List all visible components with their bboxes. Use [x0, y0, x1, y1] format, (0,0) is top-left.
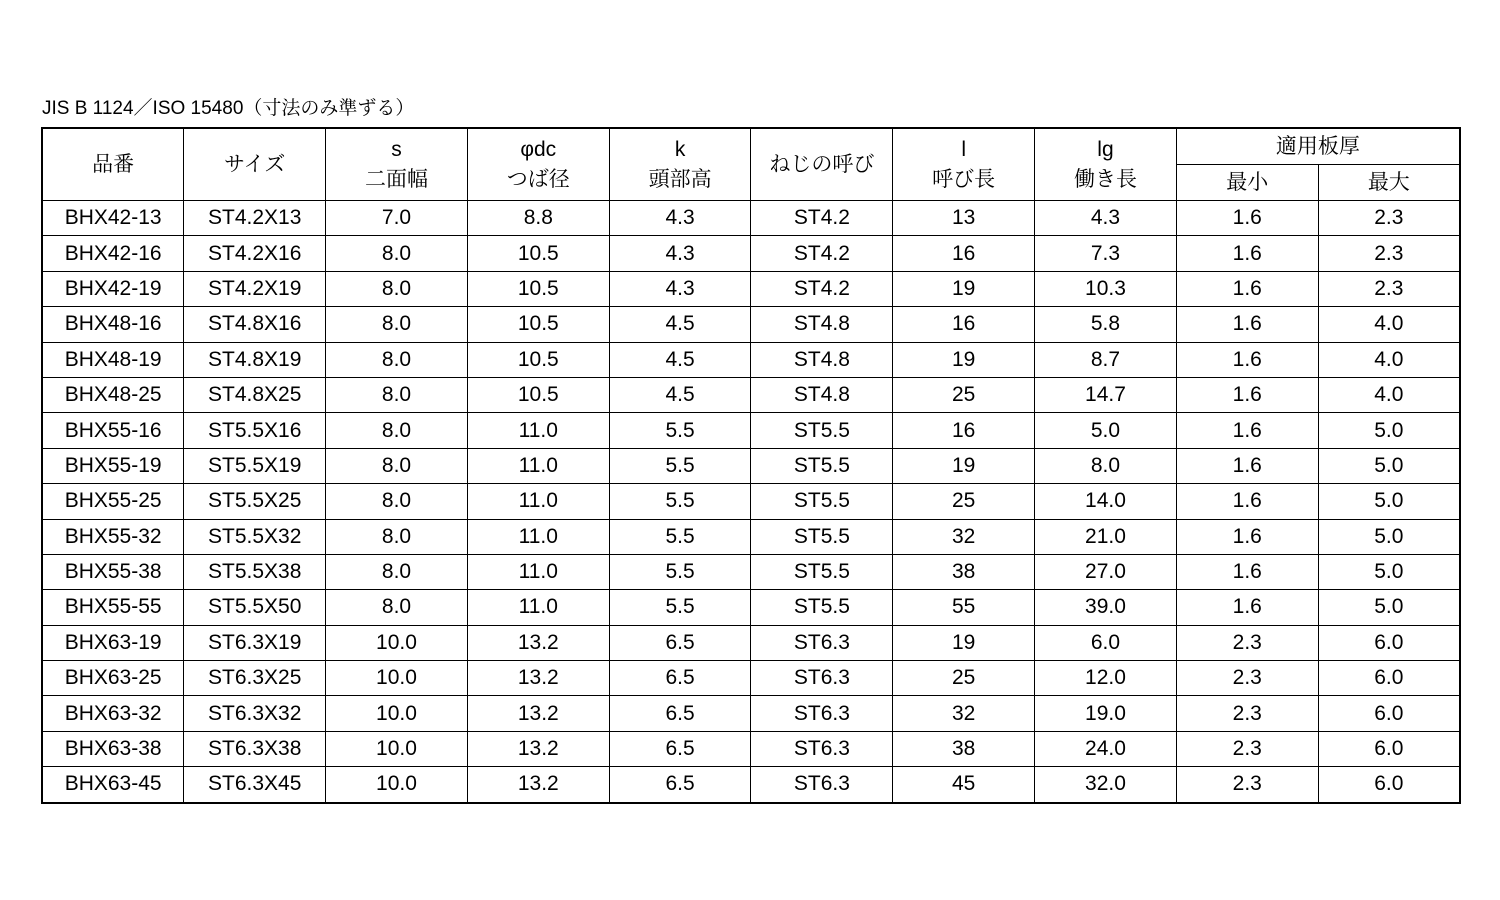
cell-lg: 14.7 [1035, 377, 1177, 412]
cell-dc: 11.0 [467, 590, 609, 625]
cell-dc: 11.0 [467, 554, 609, 589]
cell-plate-min: 2.3 [1176, 661, 1318, 696]
cell-s: 10.0 [326, 731, 468, 766]
cell-plate-min: 1.6 [1176, 342, 1318, 377]
header-size: サイズ [184, 128, 326, 201]
cell-s: 10.0 [326, 767, 468, 803]
header-row-1 [42, 128, 1460, 165]
cell-l: 38 [893, 554, 1035, 589]
cell-plate-max: 5.0 [1318, 448, 1460, 483]
cell-part-no: BHX48-25 [42, 377, 184, 412]
cell-part-no: BHX55-25 [42, 484, 184, 519]
cell-l: 32 [893, 519, 1035, 554]
table-row [42, 554, 1460, 589]
cell-plate-min: 1.6 [1176, 377, 1318, 412]
table-row [42, 307, 1460, 342]
cell-s: 8.0 [326, 448, 468, 483]
cell-l: 25 [893, 484, 1035, 519]
cell-size: ST4.2X16 [184, 236, 326, 271]
cell-thread: ST5.5 [751, 484, 893, 519]
cell-l: 16 [893, 413, 1035, 448]
cell-lg: 21.0 [1035, 519, 1177, 554]
spec-table [41, 127, 1461, 804]
cell-lg: 5.0 [1035, 413, 1177, 448]
table-row [42, 484, 1460, 519]
cell-l: 25 [893, 661, 1035, 696]
cell-plate-max: 6.0 [1318, 625, 1460, 660]
cell-size: ST5.5X50 [184, 590, 326, 625]
cell-plate-min: 1.6 [1176, 201, 1318, 236]
cell-thread: ST4.8 [751, 342, 893, 377]
cell-s: 8.0 [326, 342, 468, 377]
cell-plate-min: 1.6 [1176, 519, 1318, 554]
cell-lg: 8.7 [1035, 342, 1177, 377]
cell-l: 19 [893, 448, 1035, 483]
table-row [42, 696, 1460, 731]
cell-thread: ST6.3 [751, 767, 893, 803]
header-k [609, 128, 751, 201]
cell-part-no: BHX55-55 [42, 590, 184, 625]
cell-l: 16 [893, 307, 1035, 342]
cell-dc: 11.0 [467, 413, 609, 448]
cell-k: 5.5 [609, 448, 751, 483]
cell-plate-max: 6.0 [1318, 767, 1460, 803]
cell-s: 8.0 [326, 413, 468, 448]
cell-k: 4.5 [609, 342, 751, 377]
cell-plate-min: 2.3 [1176, 731, 1318, 766]
cell-thread: ST6.3 [751, 731, 893, 766]
table-row [42, 236, 1460, 271]
cell-plate-max: 5.0 [1318, 484, 1460, 519]
cell-dc: 13.2 [467, 625, 609, 660]
cell-lg: 7.3 [1035, 236, 1177, 271]
cell-s: 10.0 [326, 625, 468, 660]
table-row [42, 271, 1460, 306]
header-l-symbol: l [961, 137, 967, 161]
cell-size: ST6.3X32 [184, 696, 326, 731]
cell-dc: 13.2 [467, 767, 609, 803]
cell-part-no: BHX63-45 [42, 767, 184, 803]
cell-l: 13 [893, 201, 1035, 236]
cell-plate-min: 1.6 [1176, 236, 1318, 271]
cell-k: 4.5 [609, 307, 751, 342]
cell-size: ST5.5X16 [184, 413, 326, 448]
cell-thread: ST4.2 [751, 201, 893, 236]
cell-lg: 19.0 [1035, 696, 1177, 731]
cell-plate-max: 2.3 [1318, 271, 1460, 306]
cell-part-no: BHX42-19 [42, 271, 184, 306]
cell-k: 6.5 [609, 767, 751, 803]
cell-plate-max: 5.0 [1318, 590, 1460, 625]
cell-s: 8.0 [326, 307, 468, 342]
header-s [326, 128, 468, 201]
cell-size: ST6.3X19 [184, 625, 326, 660]
table-caption: JIS B 1124／ISO 15480（寸法のみ準ずる） [42, 98, 415, 119]
cell-lg: 12.0 [1035, 661, 1177, 696]
cell-part-no: BHX42-16 [42, 236, 184, 271]
table-row [42, 590, 1460, 625]
cell-lg: 27.0 [1035, 554, 1177, 589]
table-header [42, 128, 1460, 201]
header-l-label: 呼び長 [932, 167, 996, 191]
cell-part-no: BHX55-32 [42, 519, 184, 554]
cell-plate-min: 1.6 [1176, 307, 1318, 342]
cell-k: 4.3 [609, 236, 751, 271]
cell-s: 10.0 [326, 696, 468, 731]
cell-s: 8.0 [326, 519, 468, 554]
cell-plate-max: 4.0 [1318, 342, 1460, 377]
cell-size: ST6.3X45 [184, 767, 326, 803]
cell-k: 6.5 [609, 731, 751, 766]
cell-thread: ST5.5 [751, 519, 893, 554]
cell-s: 8.0 [326, 484, 468, 519]
table-row [42, 519, 1460, 554]
cell-dc: 13.2 [467, 731, 609, 766]
table-row [42, 413, 1460, 448]
header-k-symbol: k [674, 137, 686, 161]
cell-part-no: BHX63-25 [42, 661, 184, 696]
cell-l: 19 [893, 342, 1035, 377]
cell-plate-max: 5.0 [1318, 519, 1460, 554]
cell-plate-max: 2.3 [1318, 236, 1460, 271]
cell-thread: ST4.8 [751, 377, 893, 412]
cell-plate-min: 1.6 [1176, 554, 1318, 589]
cell-thread: ST5.5 [751, 413, 893, 448]
cell-plate-max: 6.0 [1318, 696, 1460, 731]
cell-plate-max: 4.0 [1318, 377, 1460, 412]
cell-k: 6.5 [609, 696, 751, 731]
header-dc [467, 128, 609, 201]
cell-dc: 10.5 [467, 236, 609, 271]
table-row [42, 625, 1460, 660]
cell-plate-max: 5.0 [1318, 554, 1460, 589]
header-lg-label: 働き長 [1073, 167, 1137, 191]
cell-s: 10.0 [326, 661, 468, 696]
cell-thread: ST4.2 [751, 271, 893, 306]
cell-l: 19 [893, 271, 1035, 306]
cell-plate-min: 2.3 [1176, 696, 1318, 731]
cell-s: 8.0 [326, 377, 468, 412]
header-plate-max: 最大 [1318, 165, 1460, 201]
cell-lg: 24.0 [1035, 731, 1177, 766]
cell-lg: 4.3 [1035, 201, 1177, 236]
cell-thread: ST6.3 [751, 661, 893, 696]
cell-dc: 11.0 [467, 448, 609, 483]
header-plate-min: 最小 [1176, 165, 1318, 201]
cell-k: 6.5 [609, 661, 751, 696]
header-part-no: 品番 [42, 128, 184, 201]
cell-size: ST4.8X19 [184, 342, 326, 377]
cell-plate-min: 1.6 [1176, 484, 1318, 519]
cell-plate-min: 1.6 [1176, 448, 1318, 483]
cell-thread: ST5.5 [751, 448, 893, 483]
header-lg [1035, 128, 1177, 201]
cell-thread: ST6.3 [751, 625, 893, 660]
table-row [42, 342, 1460, 377]
header-dc-label: つば径 [506, 167, 570, 191]
cell-size: ST4.2X19 [184, 271, 326, 306]
header-k-label: 頭部高 [648, 167, 712, 191]
cell-plate-min: 1.6 [1176, 271, 1318, 306]
cell-thread: ST5.5 [751, 590, 893, 625]
cell-plate-max: 6.0 [1318, 661, 1460, 696]
cell-s: 8.0 [326, 590, 468, 625]
cell-size: ST6.3X38 [184, 731, 326, 766]
cell-size: ST4.8X16 [184, 307, 326, 342]
cell-size: ST4.8X25 [184, 377, 326, 412]
cell-s: 8.0 [326, 554, 468, 589]
table-row [42, 201, 1460, 236]
header-s-symbol: s [391, 137, 402, 161]
cell-k: 5.5 [609, 519, 751, 554]
cell-plate-min: 2.3 [1176, 767, 1318, 803]
cell-s: 7.0 [326, 201, 468, 236]
cell-dc: 10.5 [467, 307, 609, 342]
cell-l: 38 [893, 731, 1035, 766]
cell-part-no: BHX55-19 [42, 448, 184, 483]
cell-l: 32 [893, 696, 1035, 731]
cell-part-no: BHX55-38 [42, 554, 184, 589]
cell-dc: 10.5 [467, 377, 609, 412]
cell-plate-min: 2.3 [1176, 625, 1318, 660]
cell-plate-min: 1.6 [1176, 590, 1318, 625]
cell-s: 8.0 [326, 236, 468, 271]
cell-dc: 11.0 [467, 484, 609, 519]
cell-l: 55 [893, 590, 1035, 625]
cell-dc: 10.5 [467, 342, 609, 377]
cell-s: 8.0 [326, 271, 468, 306]
cell-k: 5.5 [609, 590, 751, 625]
header-dc-symbol: φdc [520, 137, 557, 161]
cell-k: 4.3 [609, 271, 751, 306]
cell-plate-max: 2.3 [1318, 201, 1460, 236]
table-row [42, 377, 1460, 412]
table-row [42, 448, 1460, 483]
cell-lg: 39.0 [1035, 590, 1177, 625]
table-row [42, 661, 1460, 696]
cell-part-no: BHX48-16 [42, 307, 184, 342]
cell-dc: 11.0 [467, 519, 609, 554]
header-thread: ねじの呼び [751, 128, 893, 201]
cell-size: ST5.5X38 [184, 554, 326, 589]
cell-size: ST5.5X32 [184, 519, 326, 554]
table-body [42, 201, 1460, 803]
cell-k: 4.5 [609, 377, 751, 412]
cell-part-no: BHX63-32 [42, 696, 184, 731]
cell-plate-max: 5.0 [1318, 413, 1460, 448]
cell-lg: 6.0 [1035, 625, 1177, 660]
header-plate-thickness: 適用板厚 [1176, 128, 1460, 165]
cell-thread: ST4.8 [751, 307, 893, 342]
cell-dc: 8.8 [467, 201, 609, 236]
cell-size: ST6.3X25 [184, 661, 326, 696]
cell-plate-max: 4.0 [1318, 307, 1460, 342]
cell-k: 5.5 [609, 484, 751, 519]
cell-k: 4.3 [609, 201, 751, 236]
cell-thread: ST4.2 [751, 236, 893, 271]
cell-l: 25 [893, 377, 1035, 412]
cell-k: 5.5 [609, 554, 751, 589]
cell-part-no: BHX55-16 [42, 413, 184, 448]
cell-part-no: BHX63-19 [42, 625, 184, 660]
cell-k: 6.5 [609, 625, 751, 660]
cell-l: 45 [893, 767, 1035, 803]
header-lg-symbol: lg [1097, 137, 1114, 161]
cell-part-no: BHX42-13 [42, 201, 184, 236]
cell-thread: ST5.5 [751, 554, 893, 589]
cell-lg: 14.0 [1035, 484, 1177, 519]
cell-k: 5.5 [609, 413, 751, 448]
cell-lg: 32.0 [1035, 767, 1177, 803]
cell-size: ST5.5X25 [184, 484, 326, 519]
cell-size: ST4.2X13 [184, 201, 326, 236]
cell-dc: 13.2 [467, 696, 609, 731]
cell-thread: ST6.3 [751, 696, 893, 731]
table-row [42, 767, 1460, 803]
cell-plate-min: 1.6 [1176, 413, 1318, 448]
cell-part-no: BHX48-19 [42, 342, 184, 377]
cell-l: 19 [893, 625, 1035, 660]
header-l [893, 128, 1035, 201]
cell-dc: 13.2 [467, 661, 609, 696]
cell-part-no: BHX63-38 [42, 731, 184, 766]
cell-lg: 10.3 [1035, 271, 1177, 306]
cell-dc: 10.5 [467, 271, 609, 306]
header-s-label: 二面幅 [364, 167, 428, 191]
cell-lg: 8.0 [1035, 448, 1177, 483]
cell-lg: 5.8 [1035, 307, 1177, 342]
cell-l: 16 [893, 236, 1035, 271]
cell-plate-max: 6.0 [1318, 731, 1460, 766]
table-row [42, 731, 1460, 766]
cell-size: ST5.5X19 [184, 448, 326, 483]
